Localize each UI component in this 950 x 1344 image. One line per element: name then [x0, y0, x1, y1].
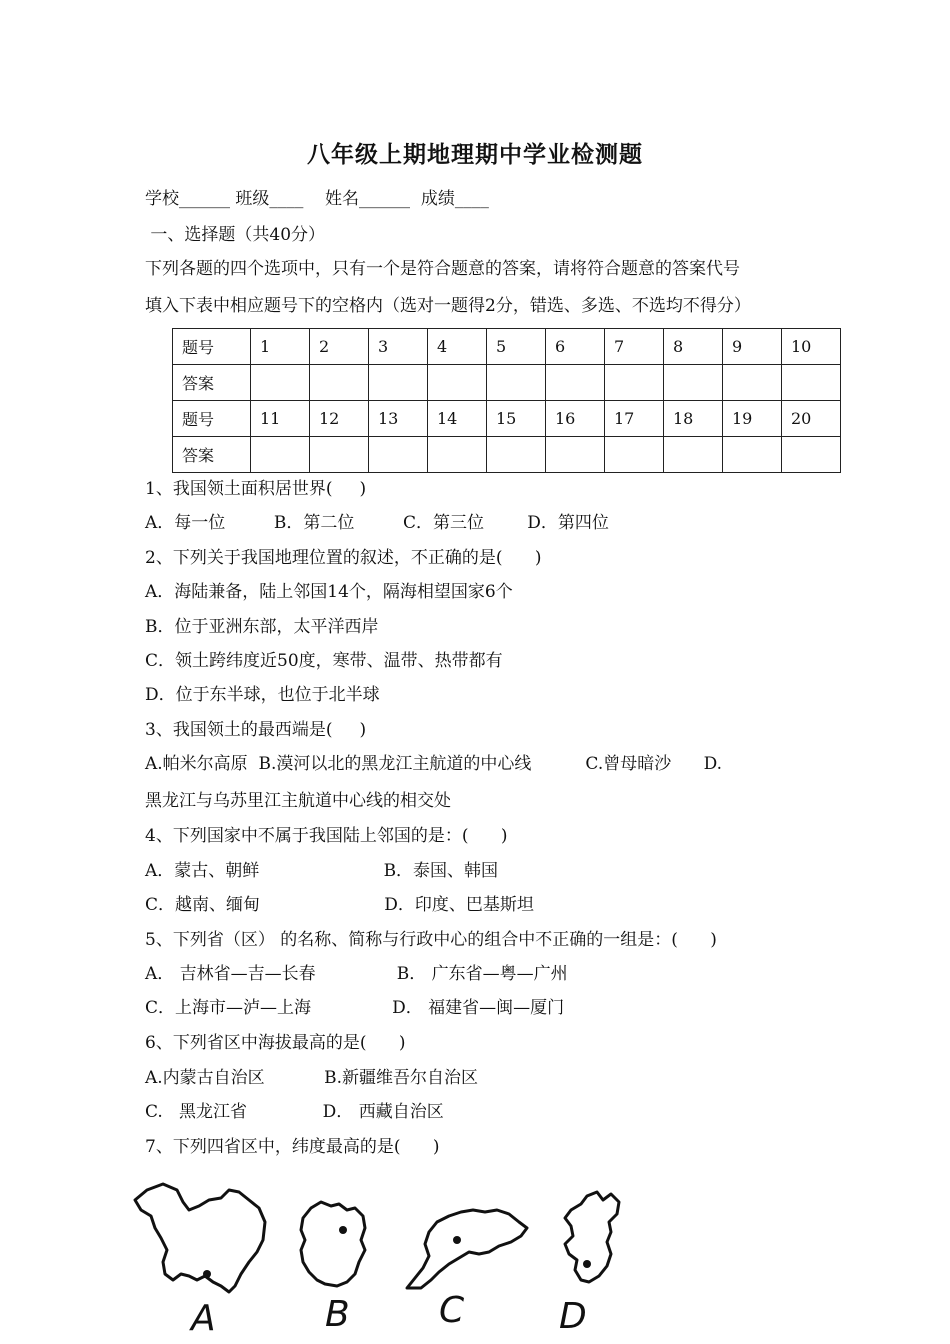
table-row	[173, 401, 841, 437]
question-2-option-d: D．位于东半球，也位于北半球	[145, 685, 380, 705]
question-2-option-a: A．海陆兼备，陆上邻国14个，隔海相望国家6个	[145, 582, 513, 602]
question-3: 3、我国领土的最西端是( )	[145, 720, 367, 740]
question-number: 6	[546, 329, 605, 365]
map-label-d: D	[559, 1296, 587, 1337]
question-2-option-b: B．位于亚洲东部，太平洋西岸	[145, 617, 379, 637]
student-info-line: 学校______ 班级____ 姓名______ 成绩____	[145, 189, 489, 209]
question-number: 15	[487, 401, 546, 437]
map-label-b: B	[325, 1294, 350, 1335]
row-label: 答案	[173, 437, 251, 473]
answer-cell[interactable]	[251, 365, 310, 401]
question-number: 4	[428, 329, 487, 365]
answer-cell[interactable]	[369, 365, 428, 401]
capital-dot-a	[203, 1270, 211, 1278]
question-4-options-cd: C．越南、缅甸 D．印度、巴基斯坦	[145, 895, 534, 915]
question-number: 19	[723, 401, 782, 437]
question-number: 1	[251, 329, 310, 365]
question-5-options-ab: A． 吉林省—吉—长春 B． 广东省—粤—广州	[145, 964, 568, 984]
province-outline-b	[301, 1202, 365, 1286]
question-number: 14	[428, 401, 487, 437]
instruction-line-2: 填入下表中相应题号下的空格内（选对一题得2分，错选、多选、不选均不得分）	[145, 296, 751, 316]
table-row	[173, 365, 841, 401]
question-number: 20	[782, 401, 841, 437]
capital-dot-b	[339, 1226, 347, 1234]
row-label: 题号	[173, 329, 251, 365]
question-number: 8	[664, 329, 723, 365]
capital-dot-c	[453, 1236, 461, 1244]
instruction-line-1: 下列各题的四个选项中，只有一个是符合题意的答案，请将符合题意的答案代号	[145, 259, 740, 279]
province-outline-d	[565, 1192, 619, 1282]
question-number: 5	[487, 329, 546, 365]
answer-cell[interactable]	[605, 365, 664, 401]
answer-cell[interactable]	[605, 437, 664, 473]
section-heading: 一、选择题（共40分）	[145, 225, 326, 245]
answer-cell[interactable]	[487, 365, 546, 401]
table-row	[173, 329, 841, 365]
question-number: 13	[369, 401, 428, 437]
question-6-options-ab: A.内蒙古自治区 B.新疆维吾尔自治区	[145, 1068, 479, 1088]
answer-cell[interactable]	[546, 437, 605, 473]
question-2: 2、下列关于我国地理位置的叙述，不正确的是( )	[145, 548, 542, 568]
answer-cell[interactable]	[782, 437, 841, 473]
page-title: 八年级上期地理期中学业检测题	[307, 141, 643, 168]
table-row	[173, 437, 841, 473]
province-outline-c	[407, 1210, 527, 1288]
answer-cell[interactable]	[428, 437, 487, 473]
province-outline-figure	[125, 1170, 745, 1340]
question-number: 17	[605, 401, 664, 437]
question-number: 7	[605, 329, 664, 365]
capital-dot-d	[583, 1260, 591, 1268]
answer-cell[interactable]	[723, 365, 782, 401]
question-3-options-line-1: A.帕米尔高原 B.漠河以北的黑龙江主航道的中心线 C.曾母暗沙 D.	[145, 754, 723, 774]
question-1: 1、我国领土面积居世界( )	[145, 479, 367, 499]
answer-cell[interactable]	[723, 437, 782, 473]
question-number: 9	[723, 329, 782, 365]
row-label: 题号	[173, 401, 251, 437]
answer-cell[interactable]	[546, 365, 605, 401]
question-number: 10	[782, 329, 841, 365]
question-5-options-cd: C．上海市—泸—上海 D． 福建省—闽—厦门	[145, 998, 565, 1018]
answer-cell[interactable]	[310, 437, 369, 473]
question-7: 7、下列四省区中，纬度最高的是( )	[145, 1137, 440, 1157]
question-3-options-line-2: 黑龙江与乌苏里江主航道中心线的相交处	[145, 791, 451, 811]
answer-cell[interactable]	[369, 437, 428, 473]
answer-cell[interactable]	[782, 365, 841, 401]
question-6: 6、下列省区中海拔最高的是( )	[145, 1033, 406, 1053]
question-number: 2	[310, 329, 369, 365]
answer-cell[interactable]	[428, 365, 487, 401]
map-label-c: C	[439, 1290, 465, 1331]
question-number: 11	[251, 401, 310, 437]
question-number: 12	[310, 401, 369, 437]
question-number: 16	[546, 401, 605, 437]
province-outline-a	[135, 1184, 265, 1292]
row-label: 答案	[173, 365, 251, 401]
question-4-options-ab: A．蒙古、朝鲜 B．泰国、韩国	[145, 861, 499, 881]
answer-cell[interactable]	[664, 365, 723, 401]
question-4: 4、下列国家中不属于我国陆上邻国的是：( )	[145, 826, 508, 846]
question-6-options-cd: C. 黑龙江省 D． 西藏自治区	[145, 1102, 444, 1122]
map-label-a: A	[191, 1298, 216, 1339]
answer-table	[172, 328, 841, 473]
question-1-options: A．每一位 B．第二位 C．第三位 D．第四位	[145, 513, 609, 533]
question-2-option-c: C．领土跨纬度近50度，寒带、温带、热带都有	[145, 651, 503, 671]
answer-cell[interactable]	[487, 437, 546, 473]
question-number: 18	[664, 401, 723, 437]
question-number: 3	[369, 329, 428, 365]
question-5: 5、下列省（区） 的名称、简称与行政中心的组合中不正确的一组是：( )	[145, 930, 717, 950]
answer-cell[interactable]	[251, 437, 310, 473]
answer-cell[interactable]	[310, 365, 369, 401]
answer-cell[interactable]	[664, 437, 723, 473]
